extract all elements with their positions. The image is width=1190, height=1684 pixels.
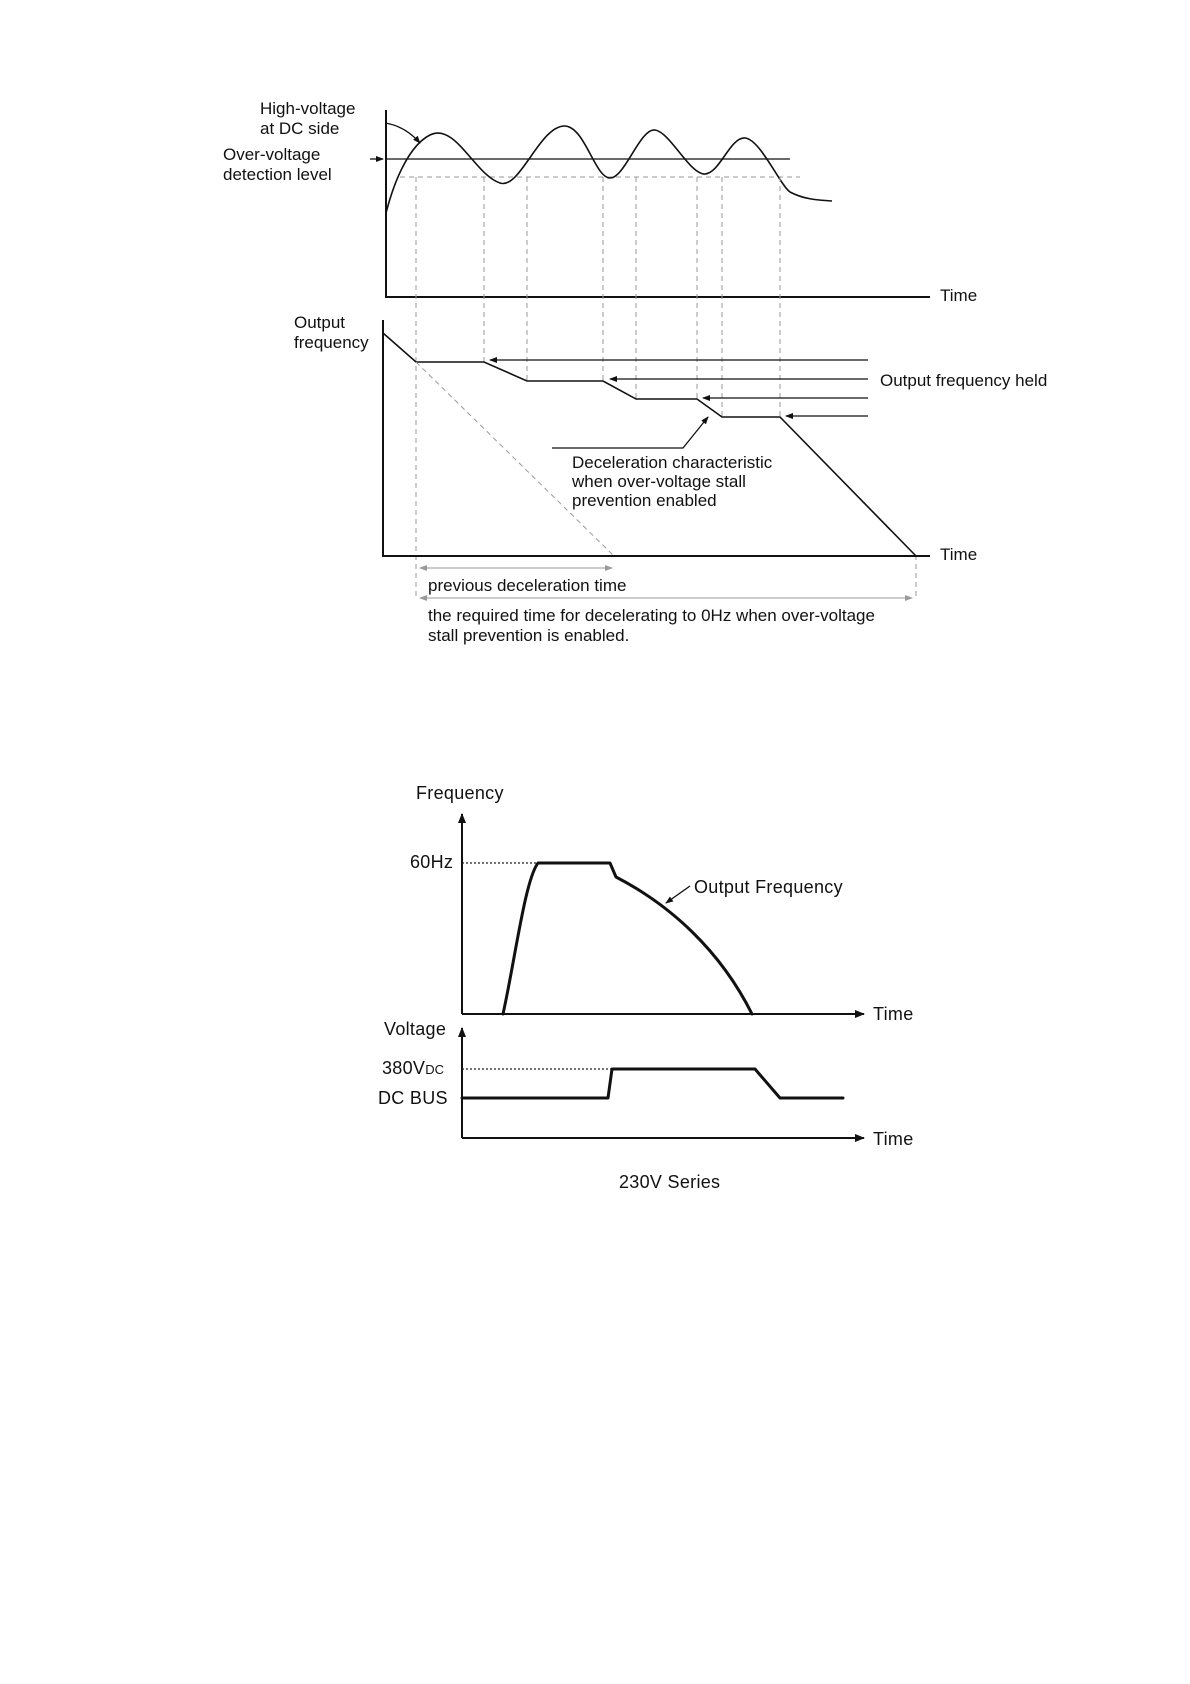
output-frequency-label-1: Output xyxy=(294,313,346,332)
high-voltage-label-1: High-voltage xyxy=(260,99,356,118)
dc-bus-label: DC BUS xyxy=(378,1088,448,1108)
380v-label xyxy=(382,1058,444,1078)
high-voltage-label-2: at DC side xyxy=(260,119,340,138)
prev-decel-label: previous deceleration time xyxy=(428,576,627,595)
decel-char-label-1: Deceleration characteristic xyxy=(572,453,773,472)
frequency-label: Frequency xyxy=(416,783,504,803)
held-label: Output frequency held xyxy=(880,371,1048,390)
voltage-label: Voltage xyxy=(384,1019,447,1039)
ov-stall-diagram xyxy=(223,99,1047,645)
decel-char-label-2: when over-voltage stall xyxy=(572,472,746,491)
output-frequency-pointer xyxy=(666,886,690,903)
time-label-2: Time xyxy=(873,1129,914,1149)
230v-series-diagram xyxy=(378,783,914,1192)
ov-level-label-1: Over-voltage xyxy=(223,145,321,164)
380v-subscript: DC xyxy=(425,1062,445,1077)
dc-voltage-wave xyxy=(386,126,832,213)
380v-value: 380V xyxy=(382,1058,426,1078)
series-caption: 230V Series xyxy=(619,1172,721,1192)
output-frequency-label: Output Frequency xyxy=(694,877,843,897)
high-voltage-pointer xyxy=(385,123,420,143)
voltage-axes xyxy=(386,110,930,297)
required-time-label-2: stall prevention is enabled. xyxy=(428,626,630,645)
60hz-label: 60Hz xyxy=(410,852,454,872)
output-frequency-label-2: frequency xyxy=(294,333,369,352)
projection-lines xyxy=(416,177,916,600)
dc-bus-trace xyxy=(462,1069,843,1098)
time-label-1: Time xyxy=(873,1004,914,1024)
decel-char-label-3: prevention enabled xyxy=(572,491,717,510)
required-time-label-1: the required time for decelerating to 0Hz when over-voltage xyxy=(428,606,875,625)
frequency-axes xyxy=(383,320,930,556)
output-frequency-curve xyxy=(383,333,916,556)
decel-char-pointer xyxy=(552,417,708,448)
ov-level-label-2: detection level xyxy=(223,165,332,184)
time-bottom-label: Time xyxy=(940,545,978,564)
held-arrows xyxy=(490,360,868,416)
time-top-label: Time xyxy=(940,286,978,305)
